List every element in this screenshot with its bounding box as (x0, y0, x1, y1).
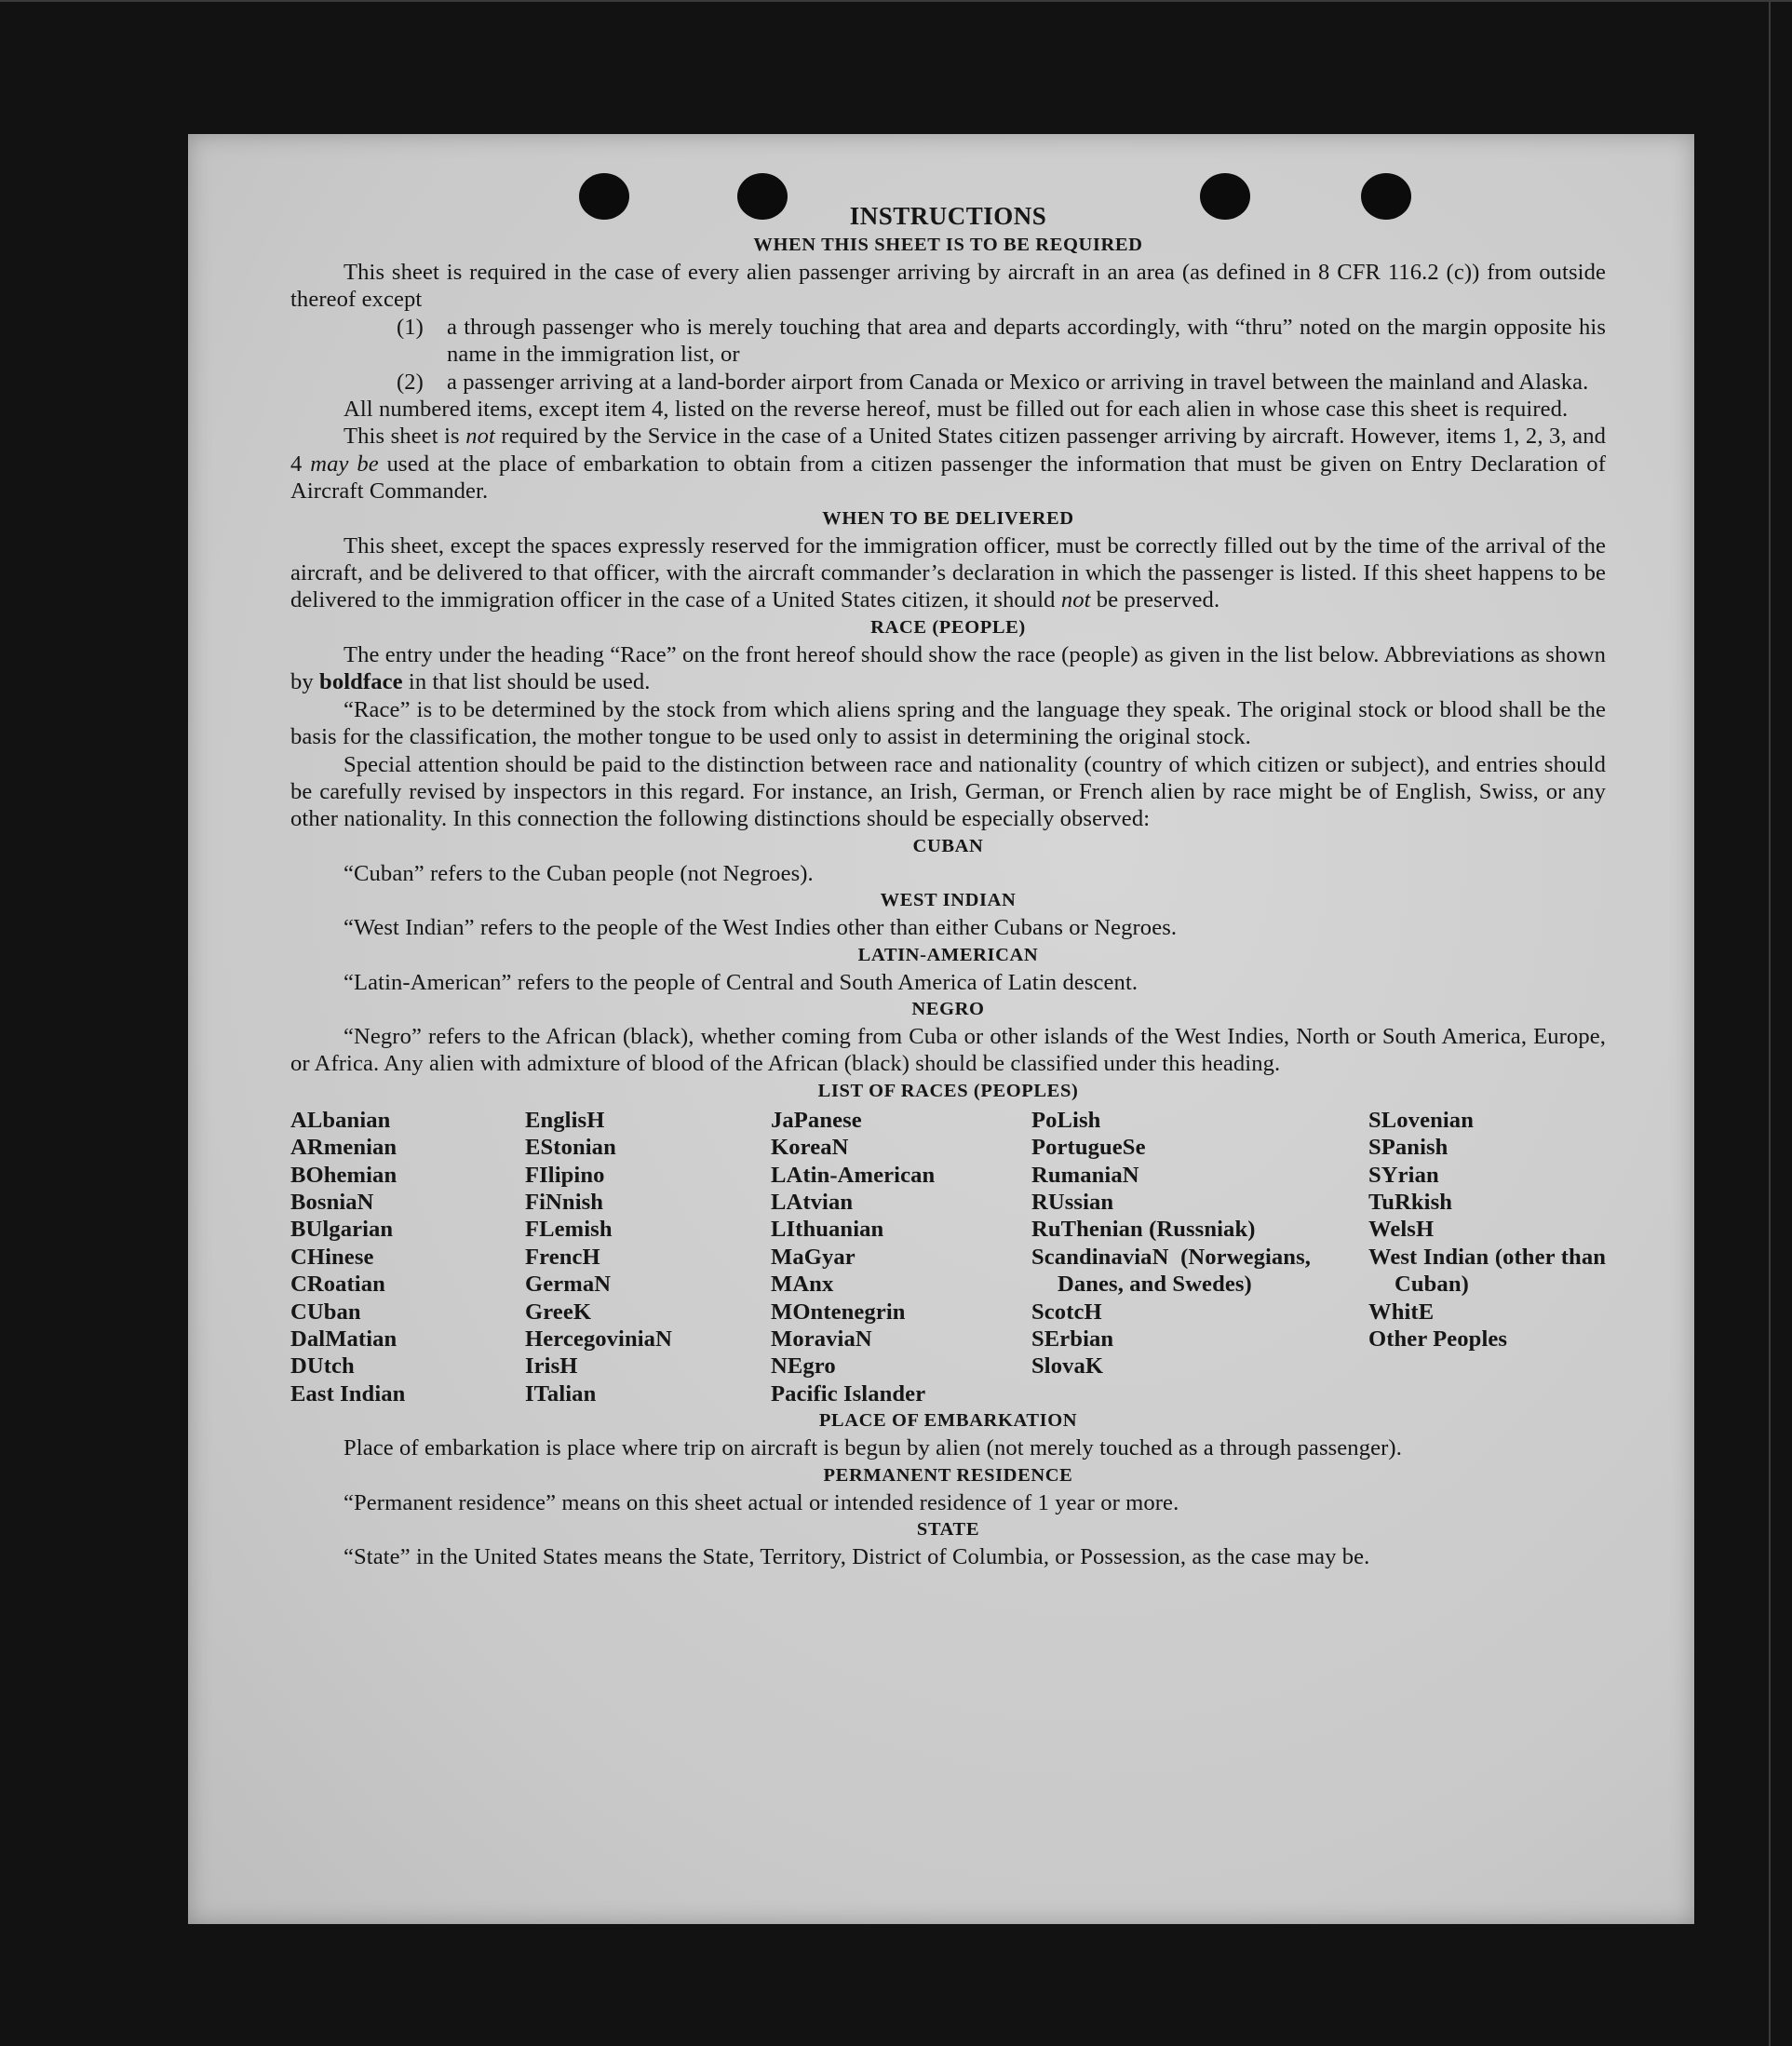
paragraph-state: “State” in the United States means the State, Territory, District of Columbia, or Possession, as the case may be. (344, 1544, 1370, 1570)
race-entry: CHinese (290, 1244, 374, 1270)
page-title: INSTRUCTIONS (849, 202, 1047, 230)
races-column (525, 1107, 771, 1407)
instructions-body (290, 201, 1606, 1570)
race-entry: SErbian (1031, 1326, 1114, 1352)
paragraph-permanent-residence: “Permanent residence” means on this sheet actual or intended residence of 1 year or more. (344, 1489, 1179, 1515)
paragraph-delivery: This sheet, except the spaces expressly reserved for the immigration officer, must be correctly filled out by the time of the arrival of the aircraft, and be delivered to that officer, with the aircraft commander’s declaration in which the passenger is listed. If this sheet happens to be delivered to the immigration officer in the case of a United States citizen, it should not be preserved. (290, 532, 1606, 613)
heading-when-required: WHEN THIS SHEET IS TO BE REQUIRED (753, 235, 1143, 255)
race-entry: FrencH (525, 1244, 600, 1270)
races-column (771, 1107, 1031, 1407)
race-entry: LAtvian (771, 1189, 854, 1215)
race-entry: MaGyar (771, 1244, 856, 1270)
document-page (188, 134, 1694, 1924)
race-entry: WelsH (1368, 1217, 1435, 1243)
paragraph-west-indian: “West Indian” refers to the people of the West Indies other than either Cubans or Negroes. (344, 915, 1178, 941)
race-entry: LIthuanian (771, 1217, 884, 1243)
race-entry: ScotcH (1031, 1299, 1102, 1325)
paragraph-race-nationality: Special attention should be paid to the distinction between race and nationality (country of which citizen or subject), and entries should be carefully revised by inspectors in this regard. For instance, an Irish, German, or French alien by race might be of English, Swiss, or any other nationality. In this connection the following distinctions should be especially observed: (290, 751, 1606, 832)
race-entry: GreeK (525, 1299, 592, 1325)
race-entry: JaPanese (771, 1107, 862, 1133)
races-column (1368, 1107, 1606, 1407)
race-entry: FLemish (525, 1217, 613, 1243)
heading-race: RACE (PEOPLE) (870, 616, 1026, 638)
race-entry: ITalian (525, 1380, 597, 1407)
scan-frame-right (1769, 0, 1771, 2046)
exception-item (397, 369, 1606, 396)
paragraph-latin-american: “Latin-American” refers to the people of Central and South America of Latin descent. (344, 969, 1139, 995)
race-entry: LAtin-American (771, 1162, 936, 1188)
race-entry: SlovaK (1031, 1353, 1104, 1380)
item-text: a passenger arriving at a land-border airport from Canada or Mexico or arriving in travel between the mainland and Alaska. (447, 369, 1589, 395)
race-entry: RumaniaN (1031, 1162, 1139, 1188)
race-entry: IrisH (525, 1353, 578, 1380)
heading-cuban: CUBAN (912, 835, 984, 856)
race-entry: HercegoviniaN (525, 1326, 672, 1352)
race-entry: GermaN (525, 1272, 612, 1298)
race-entry: SLovenian (1368, 1107, 1474, 1133)
heading-permanent-residence: PERMANENT RESIDENCE (823, 1464, 1073, 1486)
paragraph-citizen: This sheet is not required by the Service in the case of a United States citizen passenger arriving by aircraft. However, items 1, 2, 3, and 4 may be used at the place of embarkation to obtain from a citizen passenger the information that must be given on Entry Declaration of Aircraft Commander. (290, 424, 1606, 505)
paragraph-race-definition: “Race” is to be determined by the stock from which aliens spring and the language they speak. The original stock or blood shall be the basis for the classification, the mother tongue to be used only to assist in determining the original stock. (290, 696, 1606, 750)
race-entry: ScandinaviaN (Norwegians, Danes, and Swedes) (1031, 1244, 1311, 1298)
race-entry: TuRkish (1368, 1189, 1453, 1215)
race-entry: FIlipino (525, 1162, 605, 1188)
race-entry: BOhemian (290, 1162, 397, 1188)
paragraph-embarkation: Place of embarkation is place where trip on aircraft is begun by alien (not merely touched as a through passenger). (344, 1435, 1402, 1461)
heading-negro: NEGRO (911, 998, 985, 1019)
race-entry: RUssian (1031, 1189, 1114, 1215)
heading-when-delivered: WHEN TO BE DELIVERED (822, 507, 1074, 529)
race-entry: FiNnish (525, 1189, 604, 1215)
race-entry: EnglisH (525, 1107, 605, 1133)
heading-west-indian: WEST INDIAN (880, 890, 1017, 911)
heading-embarkation: PLACE OF EMBARKATION (818, 1410, 1078, 1432)
race-entry: BUlgarian (290, 1217, 394, 1243)
item-text: a through passenger who is merely touching that area and departs accordingly, with “thru” noted on the margin opposite his name in the immigration list, or (447, 314, 1606, 368)
paragraph-race-entry: The entry under the heading “Race” on the front hereof should show the race (people) as given in the list below. Abbreviations as shown by boldface in that list should be used. (290, 641, 1606, 695)
paragraph-negro: “Negro” refers to the African (black), whether coming from Cuba or other islands of the West Indies, North or South America, Europe, or Africa. Any alien with admixture of blood of the African (black) should be classified under this heading. (290, 1023, 1606, 1077)
paragraph-required-intro: This sheet is required in the case of every alien passenger arriving by aircraft in an area (as defined in 8 CFR 116.2 (c)) from outside thereof except (290, 260, 1606, 313)
race-entry: PortugueSe (1031, 1135, 1146, 1161)
race-entry: WhitE (1368, 1299, 1435, 1325)
race-entry: ALbanian (290, 1107, 391, 1133)
race-entry: West Indian (other than Cuban) (1368, 1244, 1606, 1298)
race-entry: BosniaN (290, 1189, 374, 1215)
heading-state: STATE (916, 1519, 980, 1541)
paragraph-numbered-items: All numbered items, except item 4, listed on the reverse hereof, must be filled out for each alien in whose case this sheet is required. (344, 397, 1569, 423)
scan-frame-top (0, 0, 1792, 2)
race-entry: CUban (290, 1299, 361, 1325)
race-entry: DUtch (290, 1353, 355, 1380)
race-entry: ARmenian (290, 1135, 397, 1161)
race-entry: KoreaN (771, 1135, 849, 1161)
race-entry: MOntenegrin (771, 1299, 906, 1325)
race-entry: PoLish (1031, 1107, 1101, 1133)
heading-list-of-races: LIST OF RACES (PEOPLES) (817, 1080, 1079, 1101)
races-column (290, 1107, 525, 1407)
heading-latin-american: LATIN-AMERICAN (857, 944, 1039, 965)
races-list (290, 1107, 1606, 1407)
race-entry: RuThenian (Russniak) (1031, 1217, 1256, 1243)
paragraph-cuban: “Cuban” refers to the Cuban people (not Negroes). (344, 860, 814, 886)
race-entry: Pacific Islander (771, 1380, 926, 1407)
race-entry: SPanish (1368, 1135, 1448, 1161)
race-entry: DalMatian (290, 1326, 397, 1352)
race-entry: EStonian (525, 1135, 616, 1161)
exception-item (397, 314, 1606, 369)
race-entry: SYrian (1368, 1162, 1439, 1188)
race-entry: MoraviaN (771, 1326, 872, 1352)
item-number: (2) (397, 369, 424, 395)
race-entry: Other Peoples (1368, 1326, 1508, 1352)
race-entry: CRoatian (290, 1272, 385, 1298)
item-number: (1) (397, 314, 424, 340)
races-column (1031, 1107, 1311, 1407)
race-entry: NEgro (771, 1353, 836, 1380)
race-entry: MAnx (771, 1272, 834, 1298)
race-entry: East Indian (290, 1380, 406, 1407)
